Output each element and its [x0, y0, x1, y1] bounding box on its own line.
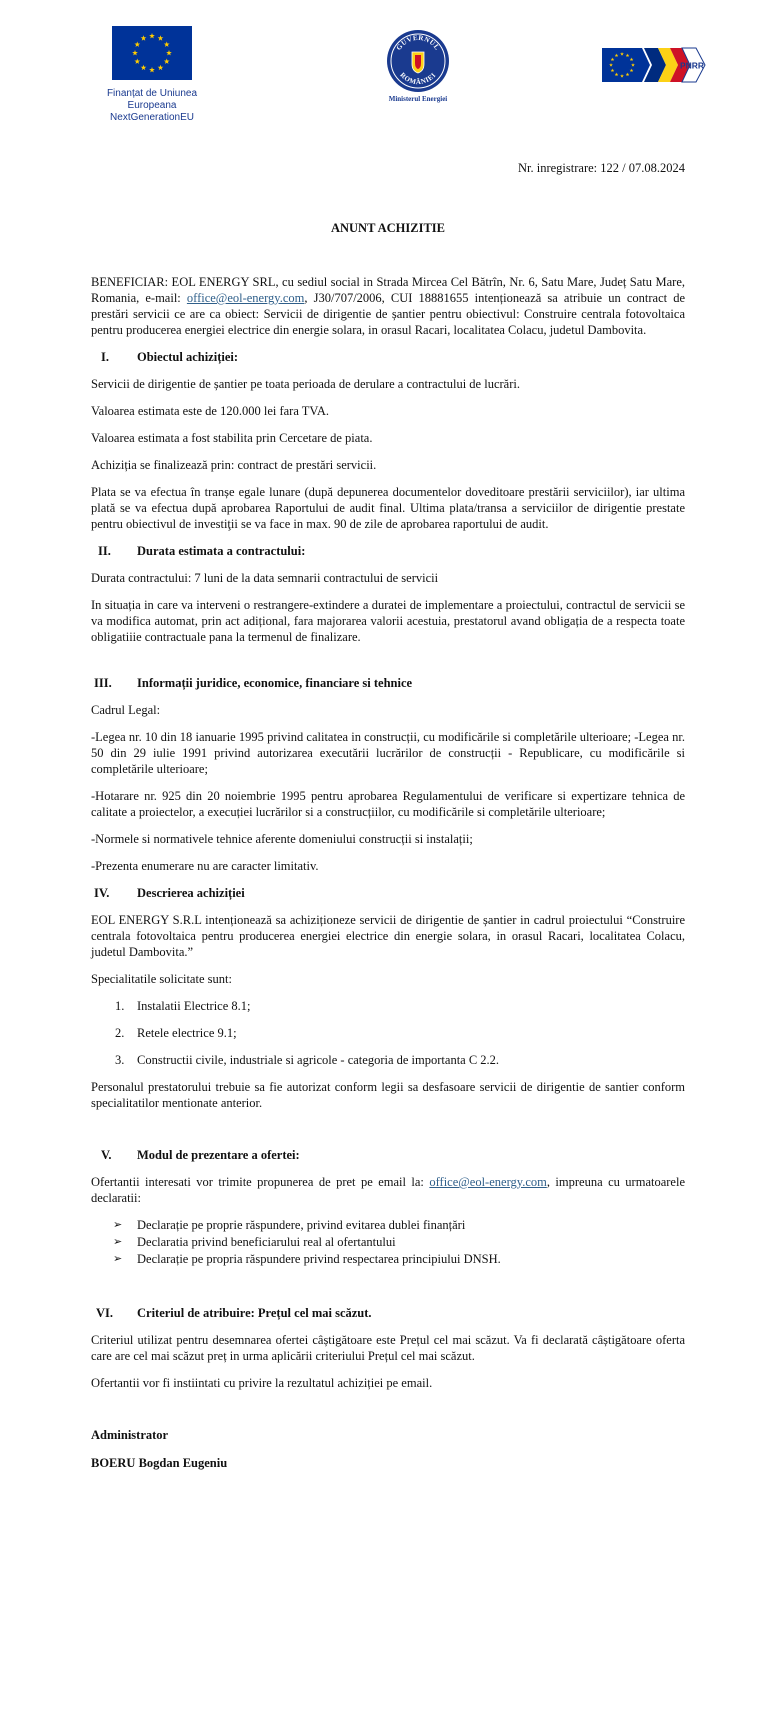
- pnrr-flag-icon: [602, 44, 706, 86]
- list-item: [91, 998, 685, 1014]
- email-link[interactable]: office@eol-energy.com: [429, 1175, 547, 1189]
- list-text: Constructii civile, industriale si agricole - categoria de importanta C 2.2.: [137, 1053, 500, 1067]
- section-5-heading: [91, 1147, 685, 1163]
- eu-flag-icon: [112, 26, 192, 80]
- section-1-heading: [91, 349, 685, 365]
- section-number: III.: [94, 676, 112, 690]
- list-text: Retele electrice 9.1;: [137, 1026, 237, 1040]
- s5-paragraph-1: [91, 1174, 685, 1206]
- s2-paragraph-1: Durata contractului: 7 luni de la data semnarii contractului de servicii: [91, 571, 439, 585]
- pnrr-logo: [602, 44, 706, 86]
- eu-funding-line2: NextGenerationEU: [110, 112, 194, 123]
- section-6-heading: [91, 1305, 685, 1321]
- list-text: Instalatii Electrice 8.1;: [137, 999, 251, 1013]
- s4-paragraph-2: Specialitatile solicitate sunt:: [91, 972, 232, 986]
- email-link[interactable]: office@eol-energy.com: [186, 291, 305, 305]
- list-item: [91, 1025, 685, 1041]
- declarations-list: [91, 1217, 685, 1267]
- section-number: I.: [101, 350, 109, 364]
- list-text: Declaratia privind beneficiarului real al ofertantului: [137, 1235, 396, 1249]
- pnrr-label: PNRR: [679, 60, 705, 71]
- eu-funding-line1: Finanțat de Uniunea Europeana: [106, 88, 198, 111]
- s1-paragraph-4: Achiziția se finalizează prin: contract de prestări servicii.: [91, 458, 377, 472]
- s3-paragraph-3: -Hotarare nr. 925 din 20 noiembrie 1995 pentru aprobarea Regulamentului de verificare si expertizare tehnica de calitate a proiectelor, a execuției lucrărilor si a construcțiilor, cu modificările si completările ulterioare;: [91, 789, 685, 819]
- government-logo: [372, 28, 464, 103]
- list-item: [91, 1217, 685, 1233]
- section-number: II.: [98, 544, 111, 558]
- s4-paragraph-3: Personalul prestatorului trebuie sa fie autorizat conform legii sa desfasoare servicii de dirigentie de santier conform specialitatilor mentionate anterior.: [91, 1080, 685, 1110]
- s1-paragraph-5: Plata se va efectua în tranșe egale lunare (după depunerea documentelor doveditoare prestării serviciilor), iar ultima plată se va efectua după aprobarea Raportului de audit final. Ultima plata/transa a serviciilor de dirigentie prestate pentru obiectivul de investiţii se va face in max. 90 de zile de aprobarea raportului de audit.: [91, 485, 685, 531]
- s1-paragraph-1: Servicii de dirigentie de șantier pe toata perioada de derulare a contractului de lucrări.: [91, 377, 520, 391]
- eu-funding-logo: [82, 26, 222, 124]
- s3-paragraph-2: -Legea nr. 10 din 18 ianuarie 1995 privind calitatea in construcții, cu modificările si completările ulterioare; -Legea nr. 50 din 29 iulie 1991 privind autorizarea executării lucrărilor de construcții - Republicare, cu modificările si completările ulterioare;: [91, 730, 685, 776]
- section-title: Criteriul de atribuire: Prețul cel mai scăzut.: [137, 1306, 372, 1320]
- page-title: ANUNT ACHIZITIE: [330, 221, 446, 235]
- registration-number: Nr. inregistrare: 122 / 07.08.2024: [518, 161, 685, 175]
- ministry-name: Ministerul Energiei: [388, 95, 448, 103]
- s6-paragraph-1: Criteriul utilizat pentru desemnarea ofertei câștigătoare este Prețul cel mai scăzut. Va fi declarată câștigătoare oferta care are cel mai scăzut preț in urma aplicării criteriului Prețul cel mai scăzut.: [91, 1333, 685, 1363]
- list-item: [91, 1052, 685, 1068]
- section-title: Informații juridice, economice, financiare si tehnice: [137, 676, 413, 690]
- section-number: IV.: [94, 886, 110, 900]
- section-title: Modul de prezentare a ofertei:: [137, 1148, 300, 1162]
- s1-paragraph-3: Valoarea estimata a fost stabilita prin Cercetare de piata.: [91, 431, 373, 445]
- list-text: Declarație pe propria răspundere privind respectarea principiului DNSH.: [137, 1252, 501, 1266]
- signature-role: Administrator: [91, 1428, 169, 1442]
- section-number: VI.: [96, 1306, 114, 1320]
- s6-paragraph-2: Ofertantii vor fi instiintati cu privire la rezultatul achiziției pe email.: [91, 1376, 433, 1390]
- s4-paragraph-1: EOL ENERGY S.R.L intenționează sa achiziționeze servicii de dirigentie de șantier in cadrul proiectului “Construire centrala fotovoltaica pentru producerea energiei electrice din energie solara, in orasul Racari, localitatea Colacu, judetul Dambovita.”: [91, 913, 685, 959]
- header-logos: [0, 0, 768, 123]
- section-title: Descrierea achiziției: [137, 886, 245, 900]
- list-text: Declarație pe proprie răspundere, privind evitarea dublei finanțări: [137, 1218, 466, 1232]
- arrow-bullet-icon: ➢: [113, 1253, 123, 1265]
- intro-text-b: , J30/707/2006, CUI 18881655 intenționează sa atribuie un contract de prestări servicii ce are ca obiect: Servicii de dirigentie de șantier pentru obiectivul: Construire centrala fotovoltaica pentru producerea energiei electrice din energie solara, in orasul Racari, localitatea Colacu, judetul Dambovita.: [91, 291, 685, 337]
- s1-paragraph-2: Valoarea estimata este de 120.000 lei fara TVA.: [91, 404, 329, 418]
- section-number: V.: [101, 1148, 112, 1162]
- s3-paragraph-4: -Normele si normativele tehnice aferente domeniului construcții si instalații;: [91, 832, 473, 846]
- arrow-bullet-icon: ➢: [113, 1219, 123, 1231]
- seal-text-top: GUVERNUL: [394, 33, 442, 52]
- section-title: Obiectul achiziției:: [137, 350, 239, 364]
- document-body: [91, 160, 685, 1483]
- seal-text-bottom: ROMÂNIEI: [398, 71, 438, 87]
- government-seal-icon: [385, 28, 451, 94]
- signature-name: BOERU Bogdan Eugeniu: [91, 1456, 228, 1470]
- list-number: 2.: [115, 1026, 125, 1040]
- list-number: 1.: [115, 999, 125, 1013]
- specialties-list: [91, 998, 685, 1068]
- s5-text-a: Ofertantii interesati vor trimite propunerea de pret pe email la:: [91, 1175, 430, 1189]
- arrow-bullet-icon: ➢: [113, 1236, 123, 1248]
- list-item: [91, 1234, 685, 1250]
- section-2-heading: [91, 543, 685, 559]
- s3-paragraph-1: Cadrul Legal:: [91, 703, 161, 717]
- section-3-heading: [91, 675, 685, 691]
- intro-text-a: BENEFICIAR: EOL ENERGY SRL, cu sediul social in Strada Mircea Cel Bătrîn, Nr. 6, Satu Mare, Județ Satu Mare, Romania, e-mail:: [91, 275, 685, 305]
- list-number: 3.: [115, 1053, 125, 1067]
- eu-funding-text: [82, 88, 222, 124]
- s2-paragraph-2: In situația in care va interveni o restrangere-extindere a duratei de implementare a proiectului, contractul de servicii se va modifica automat, prin act adițional, fara majorarea valorii acestuia, prestatorul avand obligația de a respecta toate obligatiiie contractuale pana la termenul de finalizare.: [91, 598, 685, 644]
- intro-paragraph: [91, 274, 685, 338]
- section-title: Durata estimata a contractului:: [137, 544, 306, 558]
- section-4-heading: [91, 885, 685, 901]
- s3-paragraph-5: -Prezenta enumerare nu are caracter limitativ.: [91, 859, 319, 873]
- list-item: [91, 1251, 685, 1267]
- s5-text-b: , impreuna cu urmatoarele declaratii:: [91, 1175, 685, 1205]
